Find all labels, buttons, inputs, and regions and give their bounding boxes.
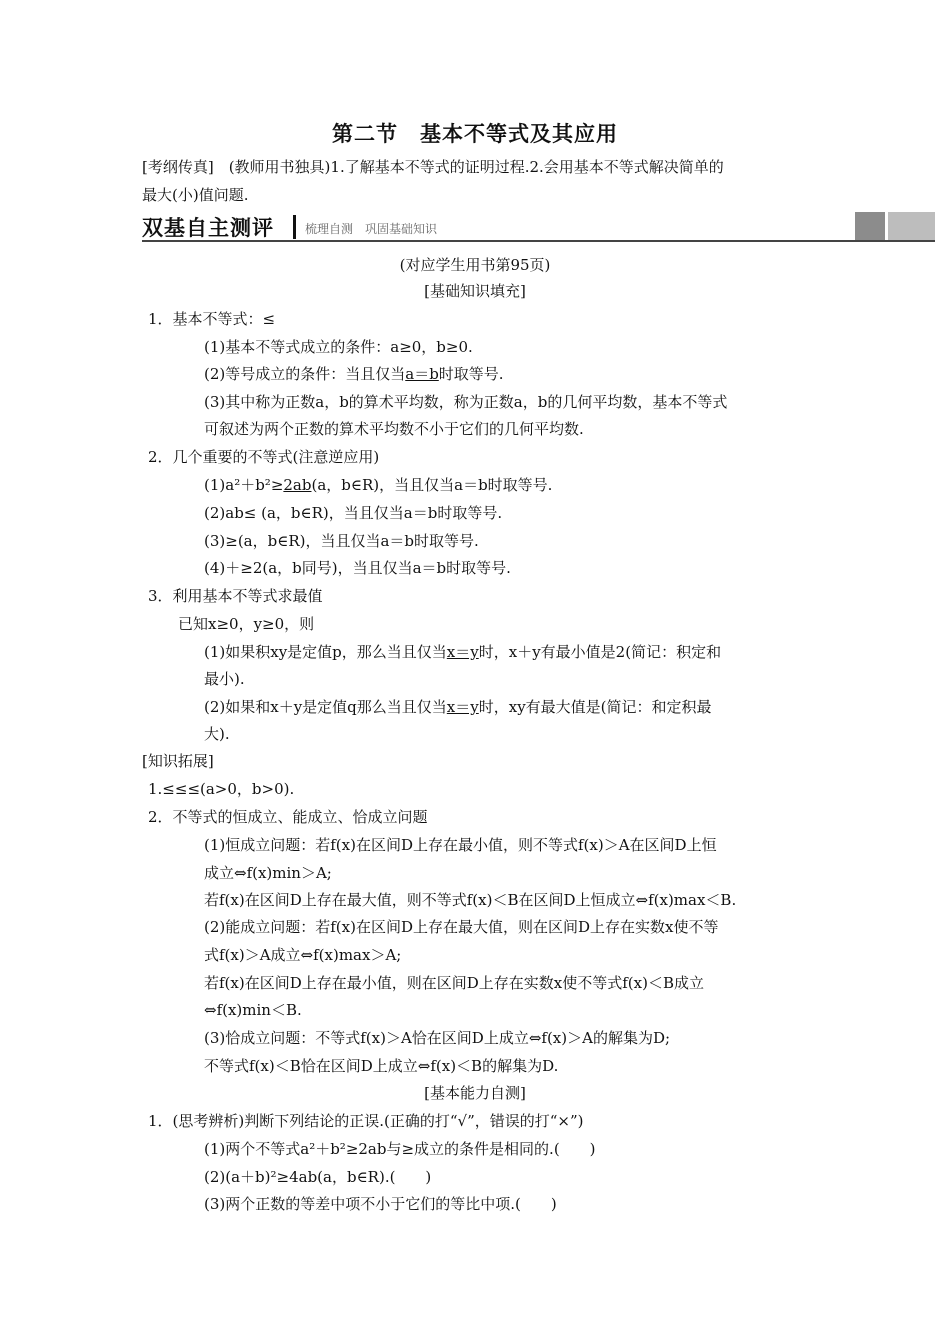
text-line: (2)ab≤ (a，b∈R)，当且仅当a＝b时取等号. [204, 504, 503, 522]
text-line: 不等式f(x)＜B恰在区间D上成立⇔f(x)＜B的解集为D. [204, 1057, 559, 1075]
blank-answer: x＝y [446, 698, 479, 716]
blank-answer: 2ab [283, 476, 312, 494]
page-title: 第二节 基本不等式及其应用 [332, 121, 618, 146]
text-line: 大). [204, 725, 230, 743]
text-line: (4)＋≥2(a，b同号)，当且仅当a＝b时取等号. [204, 559, 511, 577]
section-heading-ext: [知识拓展] [142, 752, 214, 770]
text-line: 若f(x)在区间D上存在最小值，则在区间D上存在实数x使不等式f(x)＜B成立 [204, 974, 704, 992]
text-line: (2)等号成立的条件：当且仅当a＝b时取等号. [204, 365, 504, 383]
text-line: (3)恰成立问题：不等式f(x)＞A恰在区间D上成立⇔f(x)＞A的解集为D; [204, 1029, 671, 1047]
reference-note: (对应学生用书第95页) [399, 256, 551, 274]
text-line: (1)如果积xy是定值p，那么当且仅当x＝y时，x＋y有最小值是2(简记：积定和 [204, 643, 722, 661]
text-line: (3)其中称为正数a，b的算术平均数，称为正数a，b的几何平均数，基本不等式 [204, 393, 728, 411]
text-line: (1)a²＋b²≥2ab(a，b∈R)，当且仅当a＝b时取等号. [204, 476, 553, 494]
text-line: (2)能成立问题：若f(x)在区间D上存在最大值，则在区间D上存在实数x使不等 [204, 918, 719, 936]
section-heading-fill: [基础知识填充] [424, 282, 526, 300]
blank-answer: a＝b [405, 365, 439, 383]
banner-rule [142, 240, 935, 242]
text-line: (1)基本不等式成立的条件：a≥0，b≥0. [204, 338, 473, 356]
text-line: 若f(x)在区间D上存在最大值，则不等式f(x)＜B在区间D上恒成立⇔f(x)max＜B. [204, 891, 737, 909]
text-line: 可叙述为两个正数的算术平均数不小于它们的几何平均数. [204, 420, 584, 438]
banner-main-text: 双基自主测评 [142, 216, 274, 240]
banner-divider [293, 215, 296, 239]
text-line: 3．利用基本不等式求最值 [148, 587, 323, 605]
section-heading-self: [基本能力自测] [424, 1084, 526, 1102]
text-line: (1)恒成立问题：若f(x)在区间D上存在最小值，则不等式f(x)＞A在区间D上恒 [204, 836, 717, 854]
text-line: 2．几个重要的不等式(注意逆应用) [148, 448, 380, 466]
text-line: 1.≤≤≤(a>0，b>0). [148, 780, 295, 798]
text-line: (2)(a＋b)²≥4ab(a，b∈R).( ) [204, 1168, 432, 1186]
blank-answer: x＝y [446, 643, 479, 661]
intro-line-1: [考纲传真] (教师用书独具)1.了解基本不等式的证明过程.2.会用基本不等式解决简单的 [142, 158, 724, 176]
text-line: (1)两个不等式a²＋b²≥2ab与≥成立的条件是相同的.( ) [204, 1140, 596, 1158]
text-line: (2)如果和x＋y是定值q那么当且仅当x＝y时，xy有最大值是(简记：和定积最 [204, 698, 712, 716]
banner-sub-text: 梳理自测 巩固基础知识 [305, 222, 438, 236]
text-line: ⇔f(x)min＜B. [204, 1001, 302, 1019]
text-line: 2．不等式的恒成立、能成立、恰成立问题 [148, 808, 428, 826]
text-line: (3)两个正数的等差中项不小于它们的等比中项.( ) [204, 1195, 557, 1213]
text-line: 1．基本不等式：≤ [148, 310, 276, 328]
intro-line-2: 最大(小)值问题. [142, 186, 249, 204]
text-line: 已知x≥0，y≥0，则 [178, 615, 315, 633]
banner-block-light [888, 212, 935, 240]
text-line: (3)≥(a，b∈R)，当且仅当a＝b时取等号. [204, 532, 479, 550]
text-line: 1．(思考辨析)判断下列结论的正误.(正确的打“√”，错误的打“×”) [148, 1112, 584, 1130]
section-banner [142, 212, 935, 242]
text-line: 最小). [204, 670, 245, 688]
banner-block-dark [855, 212, 885, 240]
text-line: 式f(x)＞A成立⇔f(x)max＞A; [204, 946, 402, 964]
text-line: 成立⇔f(x)min＞A; [204, 864, 332, 882]
